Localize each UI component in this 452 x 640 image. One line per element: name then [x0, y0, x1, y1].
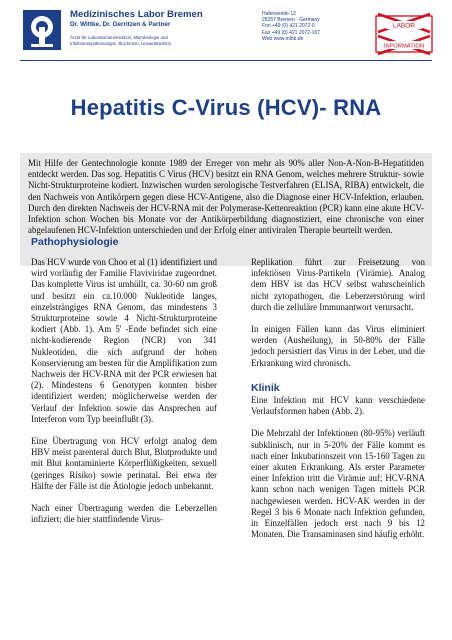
patho-paragraph-3: Nach einer Übertragung werden die Leberzellen infiziert; die hier stattfindende Virus-: [31, 503, 217, 525]
header-divider: [20, 60, 432, 61]
badge-bottom-text: INFORMATION: [383, 43, 425, 50]
lab-name: [70, 9, 203, 29]
address-web[interactable]: Web www.mlhb.de: [262, 35, 304, 42]
klinik-paragraph-1: Eine Infektion mit HCV kann verschiedene Verlaufsformen haben (Abb. 2).: [251, 395, 425, 417]
labor-information-badge: [374, 12, 434, 56]
right-column: [251, 257, 425, 551]
badge-top-text: LABOR: [392, 22, 416, 30]
section-heading-klinik: Klinik: [251, 381, 280, 394]
patho-paragraph-1: Das HCV wurde von Choo et al (1) identifiziert und wird vorläufig der Familie Flaviviridae zugeordnet. Das komplette Virus ist umhüllt, ca. 30-60 nm groß und besitzt ein ca.10.000 Nukleotide langes, einzelsträngiges RNA Genom, das mindestens 3 Strukturproteine sowie 4 Nicht-Strukturproteine kodiert (Abb. 1). Am 5' -Ende befindet sich eine nicht-kodierende Region (NCR) von 341 Nukleotiden, die sich aufgrund der hohen Konservierung am besten für die Amplifikation zum Nachweis der HCV-RNA mit der PCR erwiesen hat (2). Mindestens 6 Genotypen konnten bisher identifiziert werden; möglicherweise werden der Verlauf der Infektion sowie das Ansprechen auf Interferon vom Typ beeinflußt (3).: [31, 257, 217, 424]
lab-sub-line1: Ärzte für Laboratoriumsmedizin, Mikrobiologie und: [70, 35, 168, 40]
lab-specialties: [70, 35, 171, 47]
address-city: 28357 Bremen · Germany: [262, 17, 320, 24]
left-column: [31, 257, 217, 536]
address-phone: Fon +49 (0) 421 2072-0: [262, 23, 315, 30]
lab-logo-icon: [19, 8, 65, 52]
patho-paragraph-2: Eine Übertragung von HCV erfolgt analog dem HBV meist parenteral durch Blut, Blutprodukte und mit Blut kontaminierte Körperflüßigkeiten, sexuell (geringes Risiko) sowie perinatal. Bei etwa der Hälfte der Fälle ist die Ätiologie jedoch unbekannt.: [31, 436, 217, 491]
patho-paragraph-4: Replikation führt zur Freisetzung von infektiösen Virus-Partikeln (Virämie). Analog dem HBV ist das HCV selbst wahrscheinlich nicht zytopathogen, die Leberzerstörung wird durch die zelluläre Immunantwort verursacht.: [251, 257, 425, 312]
address-fax: Fax +49 (0) 421 2072-167: [262, 29, 320, 36]
klinik-paragraph-2: Die Mehrzahl der Infektionen (80-95%) verläuft subklinisch, nur in 5-20% der Fälle kommt es nach einer Inkubationszeit von 15-160 Tagen zu einer akuten Erkrankung. Als erster Parameter einer Infektion tritt die Virämie auf; HCV-RNA kann schon nach wenigen Tagen mittels PCR nachgewiesen werden. HCV-AK werden in der Regel 3 bis 6 Monate nach Infektion gefunden, in Einzelfällen jedoch erst nach 9 bis 12 Monaten. Die Transaminasen sind häufig erhöht.: [251, 428, 425, 540]
lab-name-line2: Dr. Wittke, Dr. Gerritzen & Partner: [70, 21, 171, 28]
page-title: Hepatitis C-Virus (HCV)- RNA: [70, 95, 382, 120]
patho-paragraph-5: In einigen Fällen kann das Virus eliminiert werden (Ausheilung), in 50-80% der Fälle jedoch persistiert das Virus in der Leber, und die Erkrankung wird chronisch.: [251, 324, 425, 368]
abstract-text: Mit Hilfe der Gentechnologie konnte 1989 der Erreger von mehr als 90% aller Non-A-Non-B-Hepatitiden entdeckt werden. Das sog. Hepatitis C Virus (HCV) besitzt ein RNA Genom, welches mehrere Struktur- sowie Nicht-Strukturproteine kodiert. Inzwischen wurden serologische Testverfahren (ELISA, RIBA) entwickelt, die den Nachweis von Antikörpern gegen diese HCV-Antigene, also die Diagnose einer HCV-Infektion, erlauben. Durch den direkten Nachweis der HCV-RNA mit der Polymerase-Kettenreaktion (PCR) kann eine akute HCV-Infektion schon Wochen bis Monate vor der Antikörperbildung diagnostiziert, eine chronische von einer abgelaufenen HCV-Infektion unterschieden und der Erfolg einer antiviralen Therapie beurteilt werden.: [28, 158, 424, 236]
section-heading-pathophysiologie: Pathophysiologie: [31, 236, 119, 248]
lab-name-line1: Medizinisches Labor Bremen: [70, 9, 203, 20]
address-street: Haferwende 12: [262, 11, 296, 17]
lab-sub-line2: Infektionsepidemiologie, Biochemie, Umweltmedizin: [70, 41, 172, 46]
lab-address: [262, 11, 320, 42]
